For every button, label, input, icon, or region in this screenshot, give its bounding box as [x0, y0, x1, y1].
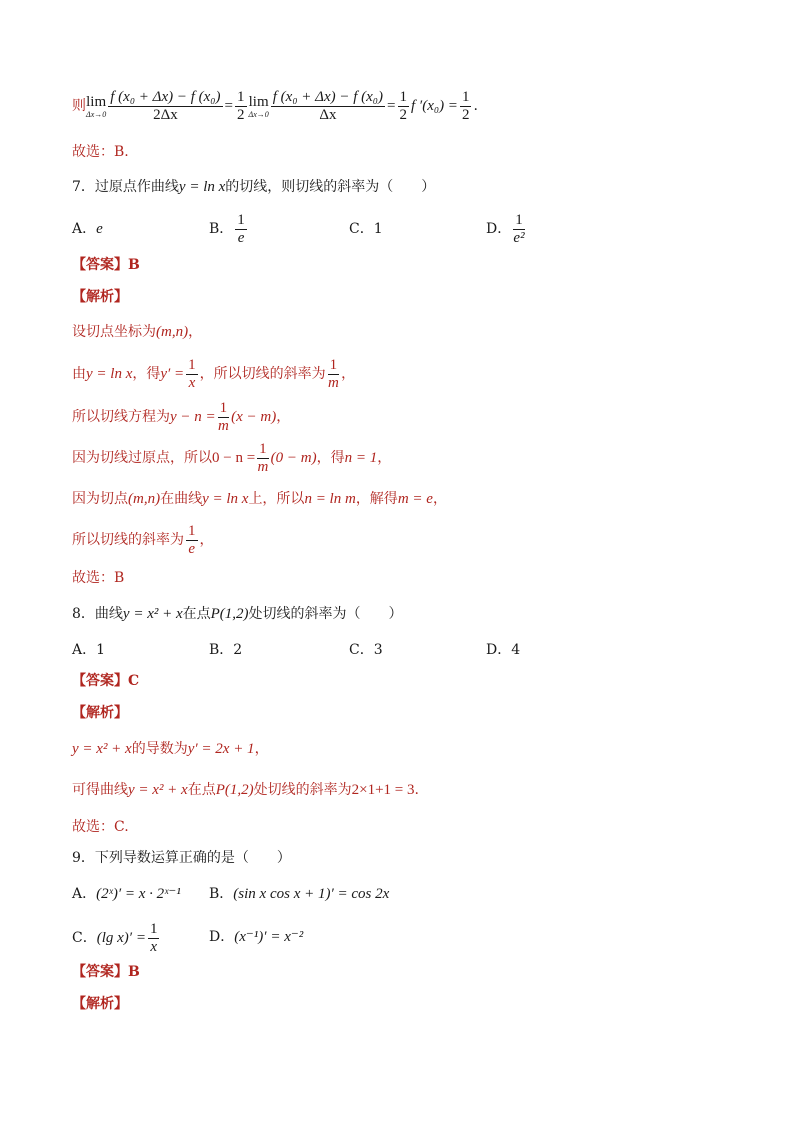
- q7-step-1: 设切点坐标为(m,n)，: [72, 324, 203, 340]
- q7-final-answer: 故选：B: [72, 570, 125, 586]
- q6-final-answer: 故选：B.: [72, 144, 129, 160]
- difference-quotient-fraction-2: $\frac{\text{f (x₀ + Δx) − f (x₀)}}{\Delta x}$: [272, 88, 384, 123]
- q9-stem: 9．下列导数运算正确的是（ ）: [72, 850, 291, 866]
- q7-step-2: 由 y = ln x ，得 y′ = $\frac{1}{x}$ ，所以切线的斜率为 $\frac{1}{m}$ ，: [72, 356, 356, 391]
- q7-step-6: 所以切线的斜率为 $\frac{1}{e}$ ，: [72, 522, 214, 557]
- q8-analysis-heading: 【解析】: [72, 705, 128, 721]
- q9-option-c: C． (lg x)′ = $\frac{1}{x}$: [72, 920, 158, 955]
- q7-option-d: D． $\frac{1}{\text{e²}}$: [486, 211, 525, 246]
- q8-option-d: D．4: [486, 642, 521, 658]
- q7-step-3: 所以切线方程为 y − n = $\frac{1}{m}$ (x − m) ，: [72, 399, 291, 434]
- limit-operator: lim Δx→0: [86, 93, 107, 119]
- half-fraction-3: $\frac{1}{2}$: [461, 88, 470, 123]
- q8-answer: 【答案】C: [72, 673, 140, 689]
- then-label: 则: [72, 98, 86, 114]
- q8-step-2: 可得曲线y = x² + x在点P(1,2)处切线的斜率为2×1+1 = 3.: [72, 782, 419, 798]
- limit-operator-2: lim Δx→0: [248, 93, 269, 119]
- q7-option-b: B． $\frac{1}{e}$: [209, 211, 245, 246]
- q8-step-1: y = x² + x的导数为y′ = 2x + 1，: [72, 741, 269, 757]
- q8-stem: 8．曲线y = x² + x在点P(1,2)处切线的斜率为（ ）: [72, 606, 403, 622]
- q7-stem: 7．过原点作曲线y = ln x的切线，则切线的斜率为（ ）: [72, 179, 436, 195]
- q7-answer: 【答案】B: [72, 257, 140, 273]
- q8-option-c: C．3: [349, 642, 383, 658]
- q7-analysis-heading: 【解析】: [72, 289, 128, 305]
- q8-final-answer: 故选：C.: [72, 819, 129, 835]
- half-fraction: $\frac{1}{2}$: [237, 88, 245, 123]
- limit-equation-line: 则 lim Δx→0 $\frac{\text{f (x₀ + Δx) − f (x₀)}}{2\Delta x}$ = $\frac{1}{2}$ lim Δx→0 $\frac{\text{f (x₀ + Δx) − f (x₀)}}{\Delta x}$ = $\frac{1}{2}$ f ′(x₀) = $\frac{1}{2}$ .: [72, 88, 478, 123]
- q8-option-b: B．2: [209, 642, 243, 658]
- q9-answer: 【答案】B: [72, 964, 140, 980]
- q7-option-a: A．e: [72, 221, 103, 237]
- q7-step-4: 因为切线过原点，所以 0 − n = $\frac{1}{m}$ (0 − m) ，得 n = 1 ，: [72, 440, 392, 475]
- q8-option-a: A．1: [72, 642, 106, 658]
- q9-option-d: D．(x⁻¹)′ = x⁻²: [209, 929, 304, 945]
- q7-option-c: C．1: [349, 221, 383, 237]
- q9-analysis-heading: 【解析】: [72, 996, 128, 1012]
- q9-option-a: A．(2ˣ)′ = x · 2ˣ⁻¹: [72, 886, 181, 902]
- half-fraction-2: $\frac{1}{2}$: [399, 88, 407, 123]
- difference-quotient-fraction: $\frac{\text{f (x₀ + Δx) − f (x₀)}}{2\Delta x}$: [110, 88, 221, 123]
- q9-option-b: B．(sin x cos x + 1)′ = cos 2x: [209, 886, 390, 902]
- q7-step-5: 因为切点(m,n)在曲线y = ln x上，所以n = ln m，解得m = e，: [72, 491, 447, 507]
